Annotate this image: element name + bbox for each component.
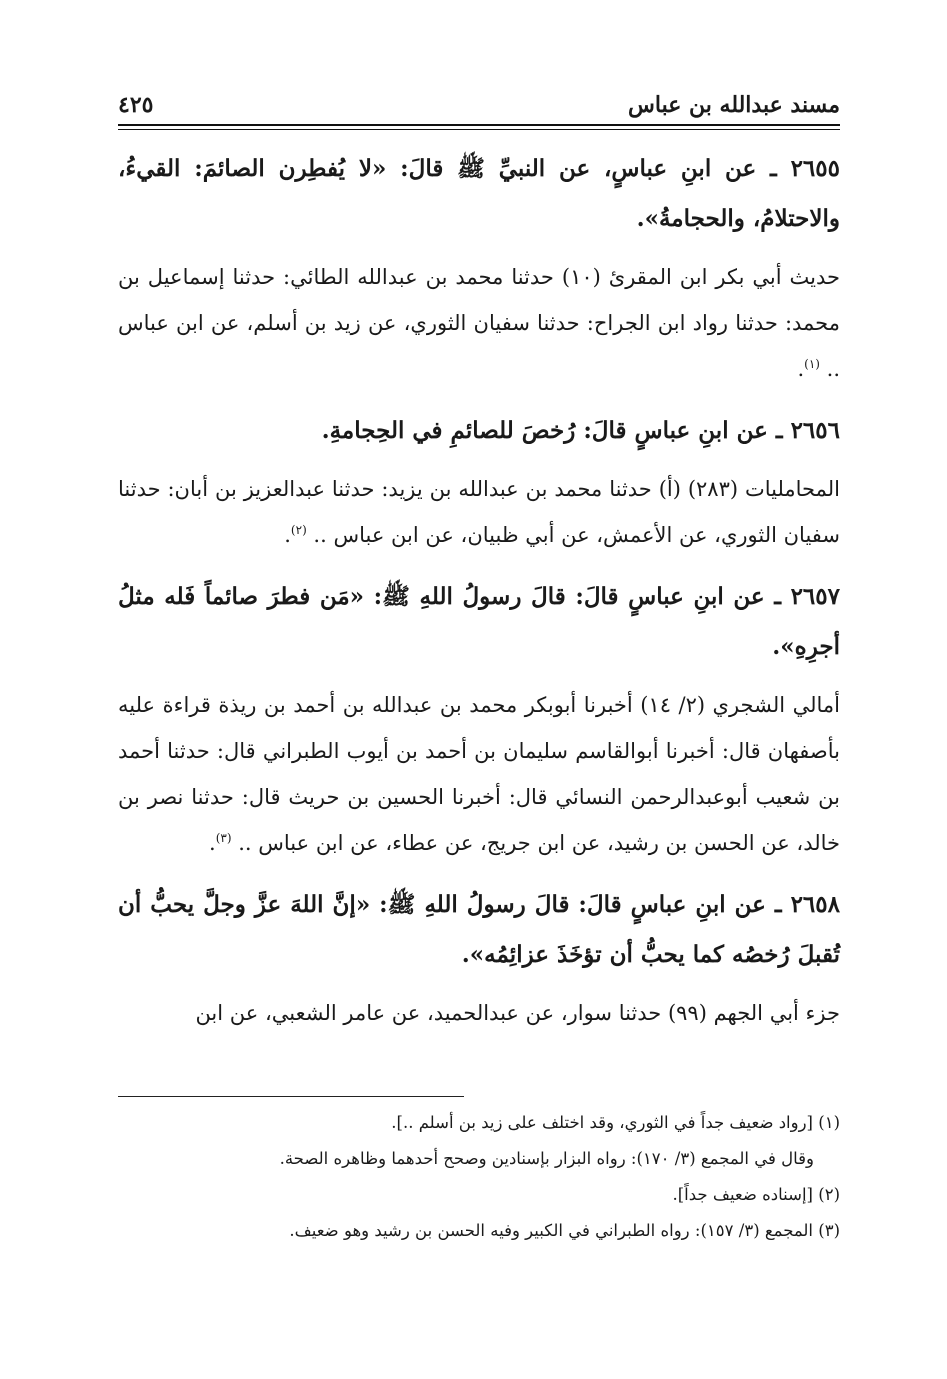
footnote-2: (٢) [إسناده ضعيف جداً]. — [672, 1185, 840, 1204]
hadith-text: ٢٦٥٧ ـ عن ابنِ عباسٍ قالَ: قالَ رسولُ اللهِ ﷺ: «مَن فطرَ صائماً فَله مثلُ أجرِهِ». — [118, 583, 840, 660]
footnote-1: (١) [رواد ضعيف جداً في الثوري، وقد اختلف على زيد بن أسلم ..]. — [391, 1113, 840, 1132]
running-header — [118, 78, 840, 122]
isnad-body: أمالي الشجري (٢/ ١٤) أخبرنا أبوبكر محمد بن عبدالله بن أحمد بن ريذة قراءة عليه بأصفهان قال: أخبرنا أبوالقاسم سليمان بن أحمد بن أيوب الطبراني قال: حدثنا أحمد بن شعيب أبوعبدالرحمن النسائي قال: أخبرنا الحسين بن حريث قال: حدثنا نصر بن خالد، عن الحسن بن رشيد، عن ابن جريج، عن عطاء، عن ابن عباس .. — [118, 693, 840, 855]
footnotes — [118, 1108, 840, 1252]
book-title: مسند عبدالله بن عباس — [628, 92, 840, 118]
page-number: ٤٢٥ — [118, 92, 154, 118]
footnote-marker: (١) — [804, 357, 820, 371]
header-rule — [118, 124, 840, 126]
footnote-marker: (٢) — [290, 523, 307, 537]
main-text — [118, 144, 840, 1036]
hadith-text: ٢٦٥٨ ـ عن ابنِ عباسٍ قالَ: قالَ رسولُ اللهِ ﷺ: «إنَّ اللهَ عزَّ وجلَّ يحبُّ أن تُقبلَ رُخصُه كما يحبُّ أن تؤخَذَ عزائِمُه». — [118, 891, 840, 968]
footnote-marker: (٣) — [215, 831, 232, 845]
isnad-text: المحامليات (٢٨٣) (أ) حدثنا محمد بن عبدالله بن يزيد: حدثنا عبدالعزيز بن أبان: حدثنا سفيان الثوري، عن الأعمش، عن أبي ظبيان، عن ابن عباس .. $^{(٢)}$. — [118, 477, 840, 547]
header-rule-secondary — [118, 129, 840, 130]
isnad-text — [118, 990, 840, 1036]
isnad-body: المحامليات (٢٨٣) (أ) حدثنا محمد بن عبدالله بن يزيد: حدثنا عبدالعزيز بن أبان: حدثنا سفيان الثوري، عن الأعمش، عن أبي ظبيان، عن ابن عباس .. — [118, 477, 840, 547]
book-page — [118, 78, 840, 1368]
footnote-separator — [118, 1096, 464, 1097]
footnote-3: (٣) المجمع (٣/ ١٥٧): رواه الطبراني في الكبير وفيه الحسن بن رشيد وهو ضعيف. — [289, 1221, 840, 1240]
isnad-text: أمالي الشجري (٢/ ١٤) أخبرنا أبوبكر محمد بن عبدالله بن أحمد بن ريذة قراءة عليه بأصفهان قال: أخبرنا أبوالقاسم سليمان بن أحمد بن أيوب الطبراني قال: حدثنا أحمد بن شعيب أبوعبدالرحمن النسائي قال: أخبرنا الحسين بن حريث قال: حدثنا نصر بن خالد، عن الحسن بن رشيد، عن ابن جريج، عن عطاء، عن ابن عباس .. $^{(٣)}$. — [118, 693, 840, 855]
hadith-text: ٢٦٥٥ ـ عن ابنِ عباسٍ، عن النبيِّ ﷺ قالَ: «لا يُفطِرن الصائمَ: القيءُ، والاحتلامُ، والحجامةُ». — [118, 155, 840, 232]
hadith-text: ٢٦٥٦ ـ عن ابنِ عباسٍ قالَ: رُخصَ للصائمِ في الحِجامةِ. — [321, 417, 840, 444]
footnote-1-continued: وقال في المجمع (٣/ ١٧٠): رواه البزار بإسنادين وصحح أحدهما وظاهره الصحة. — [279, 1149, 814, 1168]
isnad-body: حديث أبي بكر ابن المقرئ (١٠) حدثنا محمد بن عبدالله الطائي: حدثنا إسماعيل بن محمد: حدثنا رواد ابن الجراح: حدثنا سفيان الثوري، عن زيد بن أسلم، عن ابن عباس .. — [118, 265, 841, 381]
isnad-text: حديث أبي بكر ابن المقرئ (١٠) حدثنا محمد بن عبدالله الطائي: حدثنا إسماعيل بن محمد: حدثنا رواد ابن الجراح: حدثنا سفيان الثوري، عن زيد بن أسلم، عن ابن عباس .. $^{(١)}$. — [118, 265, 841, 381]
isnad-body: جزء أبي الجهم (٩٩) حدثنا سوار، عن عبدالحميد، عن عامر الشعبي، عن ابن — [195, 1001, 840, 1025]
